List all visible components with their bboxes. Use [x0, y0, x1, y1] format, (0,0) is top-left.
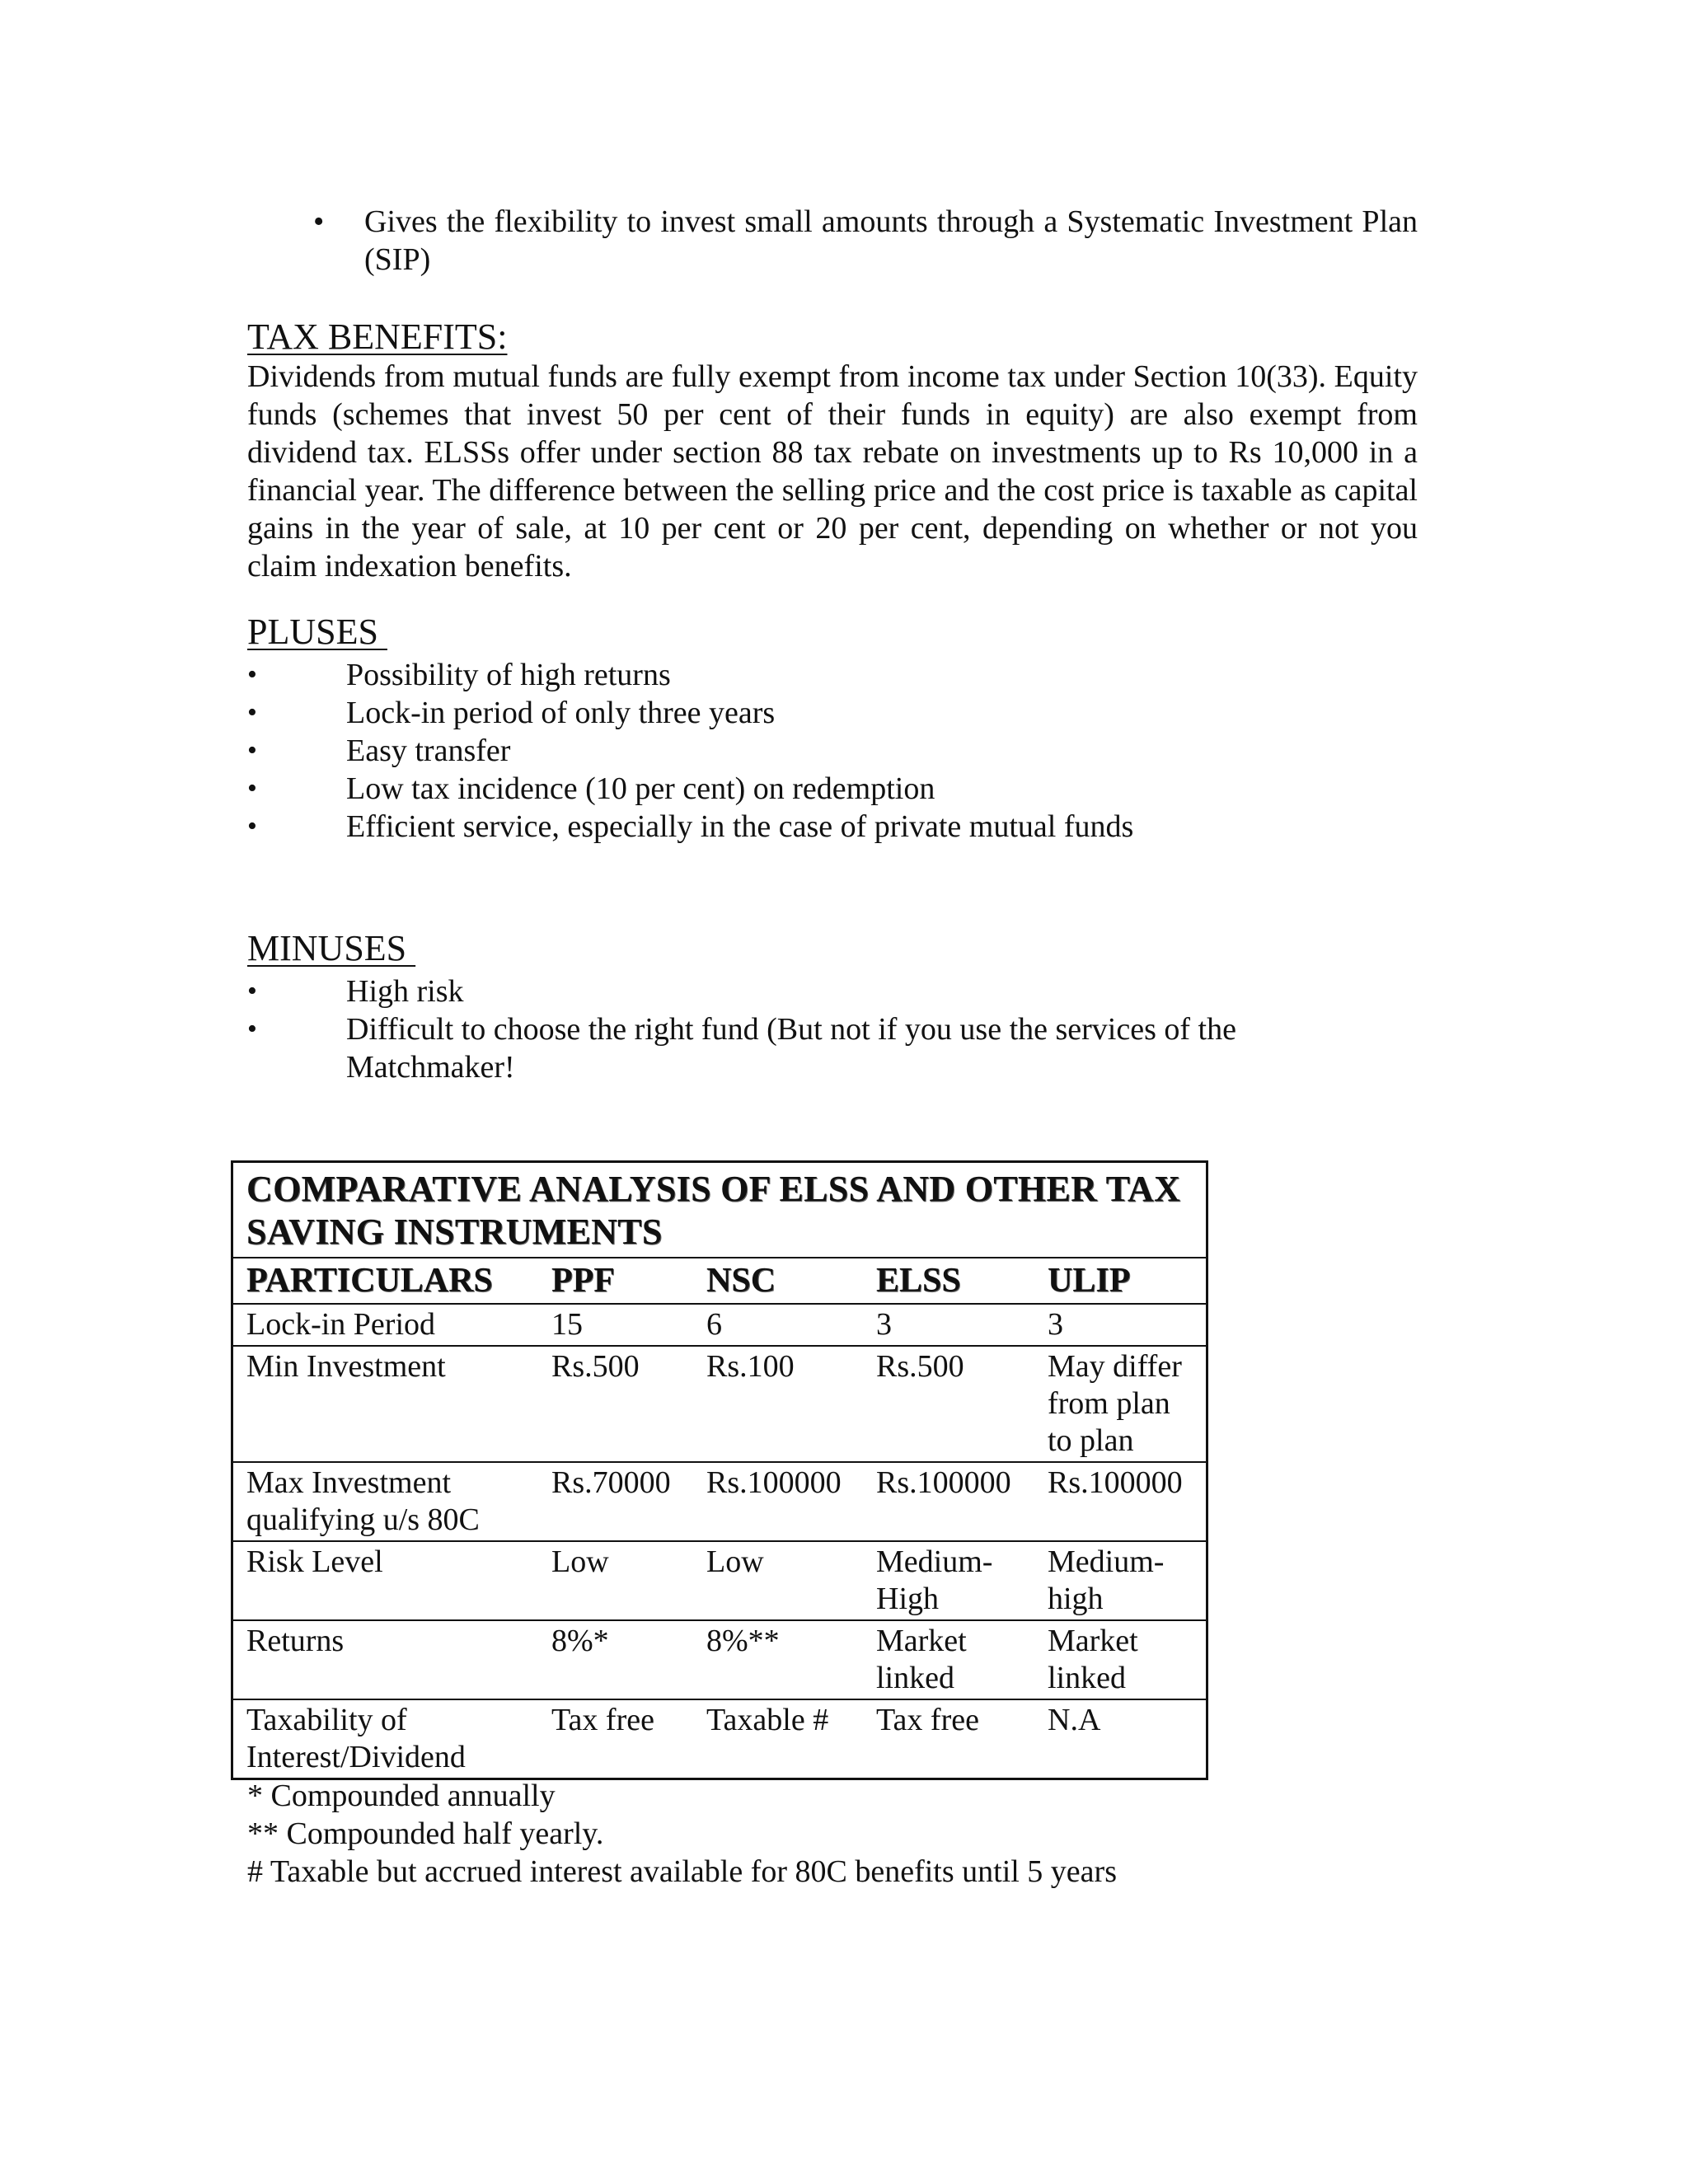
table-cell: 8%**: [706, 1624, 780, 1658]
table-cell: 3: [876, 1307, 892, 1342]
table-cell: Low: [551, 1544, 609, 1579]
table-title: COMPARATIVE ANALYSIS OF ELSS AND OTHER TAX SAVING INSTRUMENTS: [246, 1169, 1181, 1252]
table-cell: Max Investment qualifying u/s 80C: [246, 1465, 480, 1537]
table-cell: Taxability of Interest/Dividend: [246, 1703, 466, 1774]
list-item: • High risk: [247, 974, 464, 1009]
table-cell: Rs.500: [876, 1349, 964, 1384]
column-header: ULIP: [1048, 1262, 1131, 1300]
table-cell: Rs.70000: [551, 1465, 671, 1500]
comparison-table: [231, 1160, 1208, 1780]
table-cell: Rs.100000: [1048, 1465, 1183, 1500]
sip-bullet: [313, 203, 1418, 279]
table-cell: Tax free: [876, 1703, 979, 1737]
table-row: [233, 1304, 1206, 1346]
table-title-row: [233, 1163, 1206, 1258]
minuses-heading: MINUSES: [247, 928, 416, 968]
table-cell: Rs.100: [706, 1349, 795, 1384]
table-cell: Rs.100000: [706, 1465, 842, 1500]
table-cell: Medium-high: [1048, 1544, 1165, 1616]
table-cell: Medium-High: [876, 1544, 993, 1616]
sip-bullet-text: Gives the flexibility to invest small amounts through a Systematic Investment Plan (SIP): [364, 204, 1418, 277]
pluses-list: [247, 656, 1418, 846]
table-cell: 3: [1048, 1307, 1063, 1342]
table-cell: 15: [551, 1307, 583, 1342]
column-header: ELSS: [876, 1262, 961, 1300]
table-cell: Rs.100000: [876, 1465, 1011, 1500]
footnote: * Compounded annually: [247, 1779, 556, 1813]
table-cell: Min Investment: [246, 1349, 446, 1384]
table-cell: Market linked: [1048, 1624, 1138, 1695]
table-cell: May differ from plan to plan: [1048, 1349, 1182, 1458]
bullet-marker: •: [313, 204, 325, 239]
table-cell: Rs.500: [551, 1349, 640, 1384]
column-header: PPF: [551, 1262, 615, 1300]
table-row: [233, 1462, 1206, 1541]
list-item: • Lock-in period of only three years: [247, 696, 776, 730]
footnote: ** Compounded half yearly.: [247, 1816, 604, 1851]
table-header-row: [233, 1258, 1206, 1304]
table-cell: Tax free: [551, 1703, 654, 1737]
table-cell: Taxable #: [706, 1703, 829, 1737]
tax-benefits-heading: TAX BENEFITS:: [247, 316, 508, 357]
table-cell: Low: [706, 1544, 764, 1579]
list-item: • Difficult to choose the right fund (But not if you use the services of the Matchmaker!: [247, 1012, 1236, 1085]
pluses-heading: PLUSES: [247, 612, 387, 652]
list-item: • Possibility of high returns: [247, 658, 671, 692]
table-cell: Market linked: [876, 1624, 967, 1695]
minuses-list: [247, 972, 1269, 1086]
table-row: [233, 1699, 1206, 1778]
table-row: [233, 1620, 1206, 1699]
column-header: PARTICULARS: [246, 1262, 493, 1300]
table-cell: Lock-in Period: [246, 1307, 436, 1342]
table-cell: 8%*: [551, 1624, 609, 1658]
table-cell: Risk Level: [246, 1544, 383, 1579]
table-row: [233, 1346, 1206, 1462]
tax-benefits-paragraph: Dividends from mutual funds are fully exempt from income tax under Section 10(33). Equity funds (schemes that invest 50 per cent of their funds in equity) are also exempt from dividend tax. ELSSs offer under section 88 tax rebate on investments up to Rs 10,000 in a financial year. The difference between the selling price and the cost price is taxable as capital gains in the year of sale, at 10 per cent or 20 per cent, depending on whether or not you claim indexation benefits.: [247, 359, 1418, 583]
column-header: NSC: [706, 1262, 776, 1300]
table-cell: Returns: [246, 1624, 345, 1658]
list-item: • Easy transfer: [247, 733, 511, 768]
list-item: • Low tax incidence (10 per cent) on redemption: [247, 771, 935, 806]
list-item: • Efficient service, especially in the case of private mutual funds: [247, 809, 1134, 844]
table-cell: 6: [706, 1307, 722, 1342]
footnote: # Taxable but accrued interest available for 80C benefits until 5 years: [247, 1854, 1117, 1889]
table-row: [233, 1541, 1206, 1620]
table-cell: N.A: [1048, 1703, 1101, 1737]
table-footnotes: [247, 1777, 1117, 1891]
